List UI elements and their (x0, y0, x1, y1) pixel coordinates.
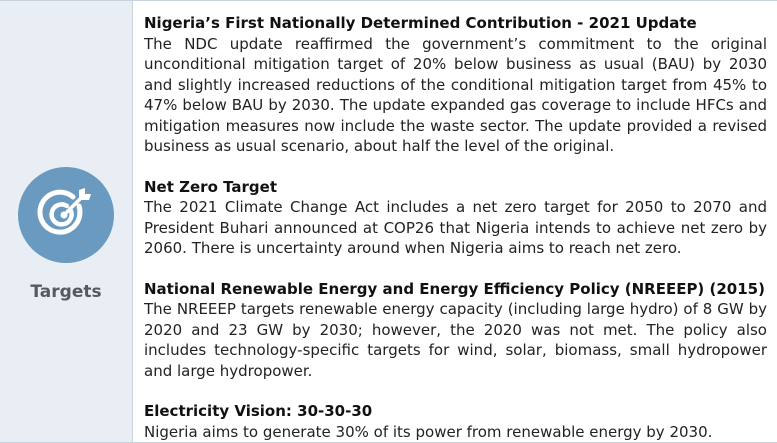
sidebar-label: Targets (30, 282, 102, 302)
section-net-zero (144, 177, 767, 259)
section-heading: Net Zero Target (144, 177, 277, 196)
section-nreeep (144, 279, 767, 382)
section-heading: Electricity Vision: 30-30-30 (144, 402, 373, 420)
section-body: The NDC update reaffirmed the government’s commitment to the original unconditional mitigation target of 20% below business as usual (BAU) by 2030 and slightly increased reductions of the conditional mitigation target from 45% to 47% below BAU by 2030. The update expanded gas coverage to include HFCs and mitigation measures now include the waste sector. The update provided a revised business as usual scenario, about half the level of the original. (144, 34, 767, 155)
section-body: The NREEEP targets renewable energy capacity (including large hydro) of 8 GW by 2020 and 23 GW by 2030; however, the 2020 was not met. The policy also includes technology-specific targets for wind, solar, biomass, small hydropower and large hydropower. (144, 300, 767, 380)
section-ndc-update (144, 13, 767, 157)
target-icon (18, 167, 114, 263)
sidebar (0, 1, 133, 442)
section-electricity-vision (144, 401, 767, 442)
content (133, 1, 777, 442)
section-heading: National Renewable Energy and Energy Efficiency Policy (NREEEP) (2015) (144, 279, 765, 298)
target-arrow-icon (35, 184, 97, 246)
section-body: Nigeria aims to generate 30% of its power from renewable energy by 2030. (144, 422, 713, 441)
section-heading: Nigeria’s First Nationally Determined Contribution - 2021 Update (144, 14, 697, 32)
section-body: The 2021 Climate Change Act includes a net zero target for 2050 to 2070 and President Buhari announced at COP26 that Nigeria intends to achieve net zero by 2060. There is uncertainty around when Nigeria aims to reach net zero. (144, 198, 767, 257)
